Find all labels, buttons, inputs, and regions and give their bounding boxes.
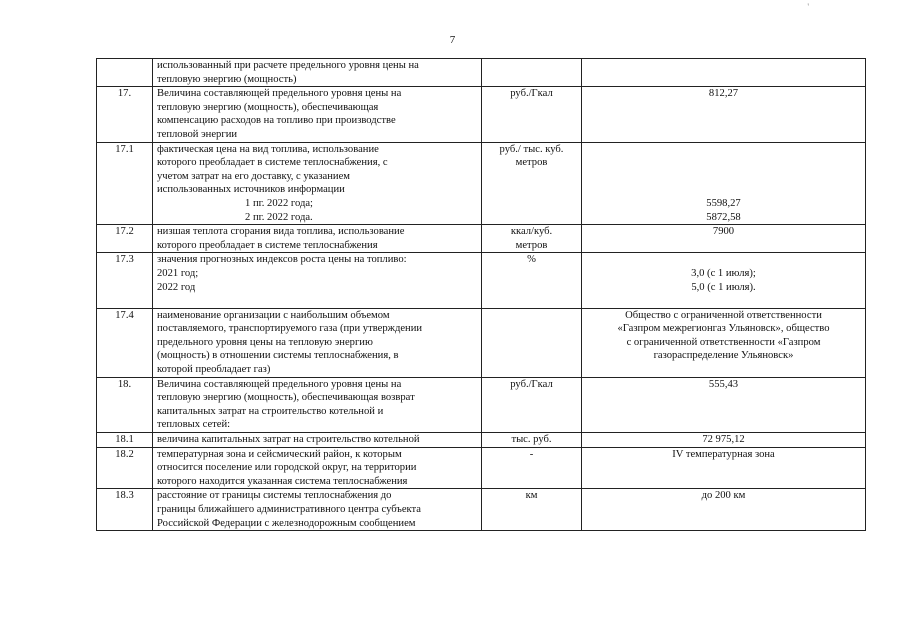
row-unit — [482, 447, 582, 489]
row-value — [582, 377, 866, 432]
value-line: до 200 км — [701, 490, 746, 502]
description-line: значения прогнозных индексов роста цены на топливо: — [157, 254, 407, 266]
row-unit — [482, 87, 582, 142]
value-line: 3,0 (с 1 июля); — [691, 267, 756, 279]
unit-line: руб./Гкал — [510, 88, 553, 100]
row-number: 17.4 — [97, 308, 153, 377]
page-number: 7 — [449, 34, 456, 46]
unit-line: тыс. руб. — [511, 434, 552, 446]
row-number: 17. — [97, 87, 153, 142]
row-value — [582, 59, 866, 87]
row-value — [582, 253, 866, 308]
table-row — [97, 59, 866, 87]
row-value — [582, 308, 866, 377]
description-line: низшая теплота сгорания вида топлива, использование — [157, 226, 405, 238]
row-number — [97, 59, 153, 87]
row-value — [582, 489, 866, 531]
row-description — [153, 225, 482, 253]
value-line: IV температурная зона — [672, 448, 775, 460]
row-description — [153, 142, 482, 225]
value-line: 72 975,12 — [702, 434, 745, 446]
row-number: 17.2 — [97, 225, 153, 253]
table-row — [97, 447, 866, 489]
description-line: которого преобладает в системе теплоснабжения, с — [157, 157, 388, 169]
description-line: величина капитальных затрат на строительство котельной — [157, 434, 420, 446]
table-row — [97, 87, 866, 142]
unit-line: % — [527, 254, 536, 266]
description-line: тепловую энергию (мощность), обеспечивающая — [157, 101, 379, 113]
value-line: газораспределение Ульяновск» — [653, 350, 794, 362]
description-line: использованный при расчете предельного уровня цены на — [157, 60, 419, 71]
value-line: с ограниченной ответственности «Газпром — [626, 336, 821, 348]
description-line: 2021 год; — [157, 267, 199, 279]
row-description — [153, 253, 482, 308]
row-description — [153, 59, 482, 87]
row-description — [153, 308, 482, 377]
description-line: которого находится указанная система теплоснабжения — [157, 475, 408, 487]
description-line: Величина составляющей предельного уровня цены на — [157, 88, 402, 100]
description-line: расстояние от границы системы теплоснабжения до — [157, 490, 392, 502]
row-number: 17.3 — [97, 253, 153, 308]
value-line: 5598,27 — [706, 197, 741, 209]
description-line: капитальных затрат на строительство котельной и — [157, 405, 384, 417]
row-unit — [482, 308, 582, 377]
row-number: 18.1 — [97, 433, 153, 448]
description-line: фактическая цена на вид топлива, использование — [157, 143, 379, 155]
table-row — [97, 253, 866, 308]
description-line: поставляемого, транспортируемого газа (при утверждении — [157, 323, 423, 335]
unit-line: км — [525, 490, 538, 502]
table-row — [97, 308, 866, 377]
description-line: которой преобладает газ) — [157, 364, 271, 376]
row-unit — [482, 225, 582, 253]
value-line: 555,43 — [708, 378, 739, 390]
unit-line: руб./ тыс. куб. — [499, 143, 564, 155]
row-description — [153, 447, 482, 489]
table-row — [97, 433, 866, 448]
table-row — [97, 142, 866, 225]
row-unit — [482, 489, 582, 531]
value-line: 812,27 — [708, 88, 739, 100]
corner-mark: ' — [807, 2, 809, 12]
unit-line: - — [529, 448, 534, 460]
row-description — [153, 489, 482, 531]
description-line: относится поселение или городской округ, на территории — [157, 462, 417, 474]
value-line: 7900 — [712, 226, 735, 238]
row-value — [582, 433, 866, 448]
row-unit — [482, 433, 582, 448]
row-value — [582, 87, 866, 142]
row-number: 18.2 — [97, 447, 153, 489]
unit-line: метров — [515, 239, 548, 251]
row-value — [582, 142, 866, 225]
period-line: 2 пг. 2022 года. — [245, 211, 313, 223]
description-line: учетом затрат на его доставку, с указанием — [157, 170, 350, 182]
tariff-parameters-table — [96, 58, 866, 531]
description-line: использованных источников информации — [157, 184, 345, 196]
description-line: Величина составляющей предельного уровня цены на — [157, 378, 402, 390]
description-line: тепловую энергию (мощность), обеспечивающая возврат — [157, 392, 415, 404]
row-unit — [482, 59, 582, 87]
unit-line: руб./Гкал — [510, 378, 553, 390]
row-unit — [482, 377, 582, 432]
table-row — [97, 489, 866, 531]
row-number: 18. — [97, 377, 153, 432]
description-line: компенсацию расходов на топливо при производстве — [157, 115, 396, 127]
value-line: 5872,58 — [706, 211, 741, 223]
description-line: температурная зона и сейсмический район, к которым — [157, 448, 402, 460]
row-number: 17.1 — [97, 142, 153, 225]
unit-line: ккал/куб. — [510, 226, 553, 238]
row-unit — [482, 142, 582, 225]
description-line: предельного уровня цены на тепловую энергию — [157, 336, 373, 348]
row-value — [582, 447, 866, 489]
row-unit — [482, 253, 582, 308]
row-description — [153, 87, 482, 142]
description-line: наименование организации с наибольшим объемом — [157, 309, 390, 321]
description-line: тепловой энергии — [157, 128, 238, 140]
description-line: 2022 год — [157, 281, 196, 293]
row-value — [582, 225, 866, 253]
description-line: Российской Федерации с железнодорожным сообщением — [157, 517, 416, 529]
value-line: Общество с ограниченной ответственности — [625, 309, 822, 321]
row-number: 18.3 — [97, 489, 153, 531]
unit-line: метров — [515, 157, 548, 169]
value-line: 5,0 (с 1 июля). — [691, 281, 756, 293]
description-line: тепловых сетей: — [157, 419, 231, 431]
description-line: границы ближайшего административного центра субъекта — [157, 504, 421, 515]
description-line: тепловую энергию (мощность) — [157, 73, 297, 85]
row-description — [153, 433, 482, 448]
table-row — [97, 225, 866, 253]
period-line: 1 пг. 2022 года; — [245, 197, 314, 209]
description-line: которого преобладает в системе теплоснабжения — [157, 239, 378, 251]
row-description — [153, 377, 482, 432]
description-line: (мощность) в отношении системы теплоснабжения, в — [157, 350, 399, 362]
table-row — [97, 377, 866, 432]
value-line: «Газпром межрегионгаз Ульяновск», общество — [617, 323, 830, 335]
